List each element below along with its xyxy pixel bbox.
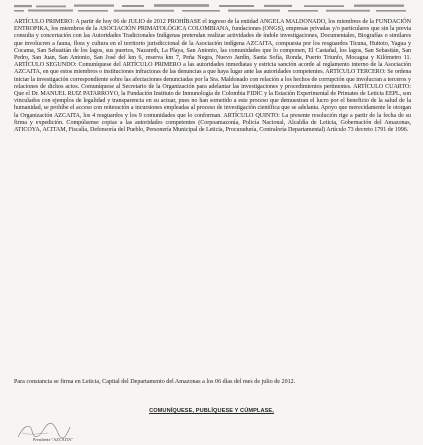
signature-label: Presidente "AZCAITA" <box>33 437 73 442</box>
resolution-articles-text: ARTÍCULO PRIMERO: A partir de hoy 06 de JULIO de 2012 PROHÍBASE el ingreso de la entidad ANGELA MALDONADO, los miembros de la FUNDACIÓN ENTROPIKA, los miembros de la ASOCIACIÓN PRIMATOLÓGICA COLOMBIANA, fundaciones (ONGS), empresas privadas y/o particulares que sin la previa consulta y concertación con las Autoridades Tradicionales Indígenas pretendan realizar actividades de índole investigaciones, Documentales, Biografías o similares que involucren a fauna, flora y cultura en el territorio jurisdiccional de la Asociación indígena AZCAITA, compuesta por los resguardos Ticuna, Huitoto, Yagua y Cocama, San Sebastián de los lagos, sus puertos, Nazareth, La Playa, San Antonio, las comunidades que lo componen, El Castañal, los lagos, San Sebastián, San Pedro, San Juan, San Antonio, San José del km 6, reserva km 7, Peña Negra, Nuevo Jardín, Santa Sofía, Ronda, Puerto Triunfo, Mocagua y Kilómetro 11. ARTÍCULO SEGUNDO: Comuníquese del ARTÍCULO PRIMERO a las autoridades inmediatas y estricta sanción acorde al reglamento interno de la Asociación AZCAITA, en que estos miembros o instituciones infractoras de las denuncias a que haya lugar ante las autoridades competentes. ARTÍCULO TERCERO: Se ordena iniciar la investigación correspondiente sobre las afectaciones denunciadas por la Sra. Maldonado con relación a los hechos de corrupción que involucran a terceros y relaciones de dichos actos. Comuníquese al Secretario de la Organización para adelantar las investigaciones y procedimientos pertinentes. ARTÍCULO CUARTO: Que el Dr. MANUEL RUIZ PATARROYO, la Fundación Instituto de Inmunología de Colombia FIDIC y la Estación Experimental de Primates de Leticia EEPL, son vinculados con ejemplos de legalidad y transparencia en su actuar, pues no han sometido a este proceso que demuestran el lucro por el beneficio de la salud de la humanidad, se prohíbe el acceso con reiteración a incursiones empleadas al proceso de investigación científica que se adelanta. Apoyo que merecidamente le otorgan la Organización AZCAITA, los 4 resguardos y los 9 comunidades que lo conforman. ARTÍCULO QUINTO: La presente resolución rige a partir de la fecha de su firma y expedición. Compúlsense copias a las autoridades competentes (Corpoamazonía, Policía Nacional, Alcaldía de Leticia, Gobernación del Amazonas, ATICOYA, ACITAM, Fiscalía, Defensoría del Pueblo, Personería Municipal de Leticia, Procuraduría, Contraloría Departamental) Artículo 73 decreto 1791 de 1996. <box>14 19 411 134</box>
signing-statement: Para constancia se firma en Leticia, Capital del Departamento del Amazonas a los 06 días del mes de julio de 2012. <box>14 379 296 385</box>
publication-order-text: COMUNÍQUESE, PUBLÍQUESE Y CÚMPLASE, <box>149 408 274 414</box>
publication-order-line <box>0 408 423 414</box>
page-header-cutoff <box>14 3 409 15</box>
